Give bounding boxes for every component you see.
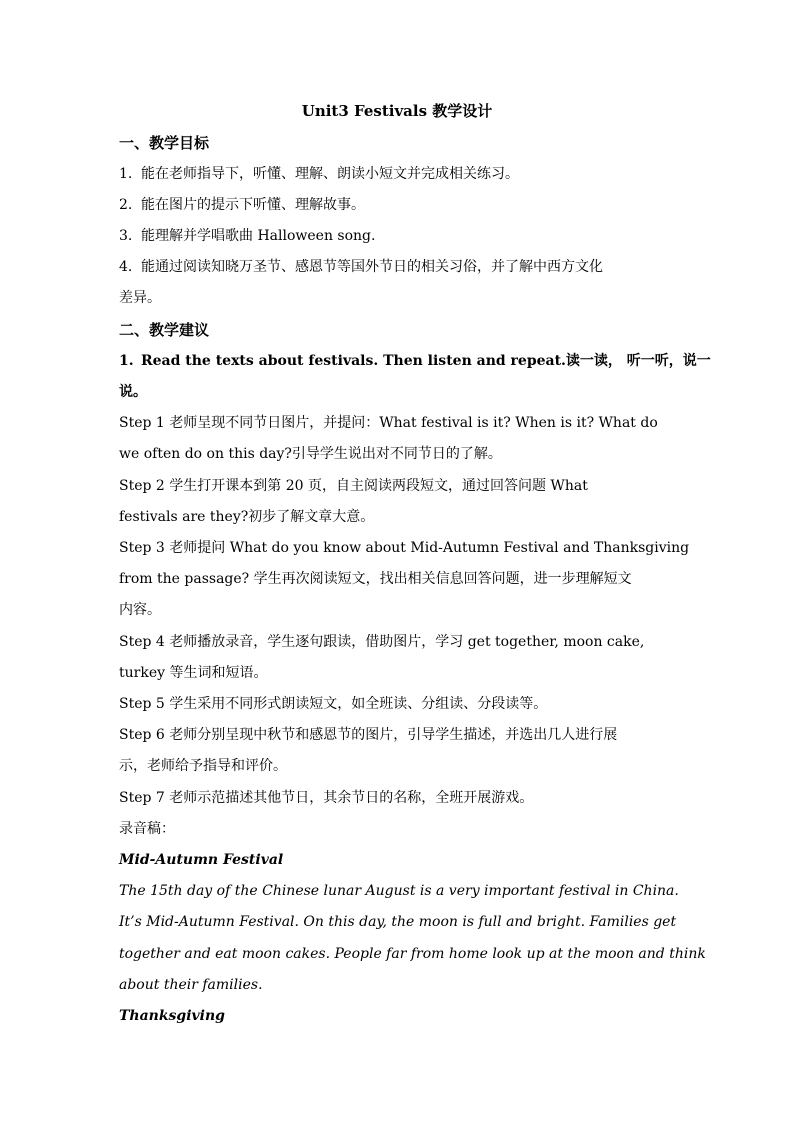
item-number: 4.	[119, 259, 133, 275]
step-line: 示，老师给予指导和评价。	[119, 758, 287, 774]
item-number: 3.	[119, 228, 133, 244]
step-line: we often do on this day?引导学生说出对不同节日的了解。	[119, 446, 502, 462]
item-text: 能在老师指导下，听懂、理解、朗读小短文并完成相关练习。	[141, 166, 519, 182]
subsection-title: Read the texts about festivals. Then listen and repeat.读一读， 听一听，说一	[141, 353, 711, 369]
section-heading-objectives: 一、教学目标	[119, 134, 210, 152]
step-line: 内容。	[119, 602, 161, 618]
step-line: Step 1 老师呈现不同节日图片，并提问：What festival is it? When is it? What do	[119, 415, 658, 431]
step-line: Step 4 老师播放录音，学生逐句跟读，借助图片，学习 get together, moon cake,	[119, 634, 645, 650]
step-line: Step 3 老师提问 What do you know about Mid-Autumn Festival and Thanksgiving	[119, 540, 690, 556]
objective-item-continuation: 差异。	[119, 290, 161, 306]
step-line: from the passage? 学生再次阅读短文，找出相关信息回答问题，进一步理解短文	[119, 571, 632, 587]
script-text-line: The 15th day of the Chinese lunar August is a very important festival in China.	[119, 883, 679, 899]
step-line: Step 2 学生打开课本到第 20 页，自主阅读两段短文，通过回答问题 What	[119, 478, 588, 494]
subsection-number: 1.	[119, 353, 134, 369]
subsection-heading-continuation: 说。	[119, 384, 147, 400]
thanksgiving-heading: Thanksgiving	[119, 1008, 225, 1024]
subsection-heading	[119, 351, 711, 371]
item-text: 能理解并学唱歌曲 Halloween song.	[141, 228, 376, 244]
script-label: 录音稿：	[119, 821, 175, 837]
objective-item	[119, 257, 679, 277]
step-line: turkey 等生词和短语。	[119, 665, 268, 681]
mid-autumn-heading: Mid-Autumn Festival	[119, 852, 284, 868]
document-title: Unit3 Festivals 教学设计	[301, 102, 493, 120]
step-line: festivals are they?初步了解文章大意。	[119, 509, 375, 525]
objective-item	[119, 195, 679, 215]
item-number: 2.	[119, 197, 133, 213]
section-heading-suggestions: 二、教学建议	[119, 321, 210, 339]
step-line: Step 5 学生采用不同形式朗读短文，如全班读、分组读、分段读等。	[119, 696, 548, 712]
item-text: 能在图片的提示下听懂、理解故事。	[141, 197, 365, 213]
step-line: Step 6 老师分别呈现中秋节和感恩节的图片，引导学生描述，并选出几人进行展	[119, 727, 618, 743]
objective-item	[119, 164, 679, 184]
script-text-line: about their families.	[119, 977, 263, 993]
objective-item	[119, 226, 679, 246]
script-text-line: together and eat moon cakes. People far from home look up at the moon and think	[119, 946, 706, 962]
script-text-line: It’s Mid-Autumn Festival. On this day, the moon is full and bright. Families get	[119, 914, 677, 930]
item-number: 1.	[119, 166, 133, 182]
step-line: Step 7 老师示范描述其他节日，其余节日的名称，全班开展游戏。	[119, 790, 534, 806]
item-text: 能通过阅读知晓万圣节、感恩节等国外节日的相关习俗，并了解中西方文化	[141, 259, 603, 275]
